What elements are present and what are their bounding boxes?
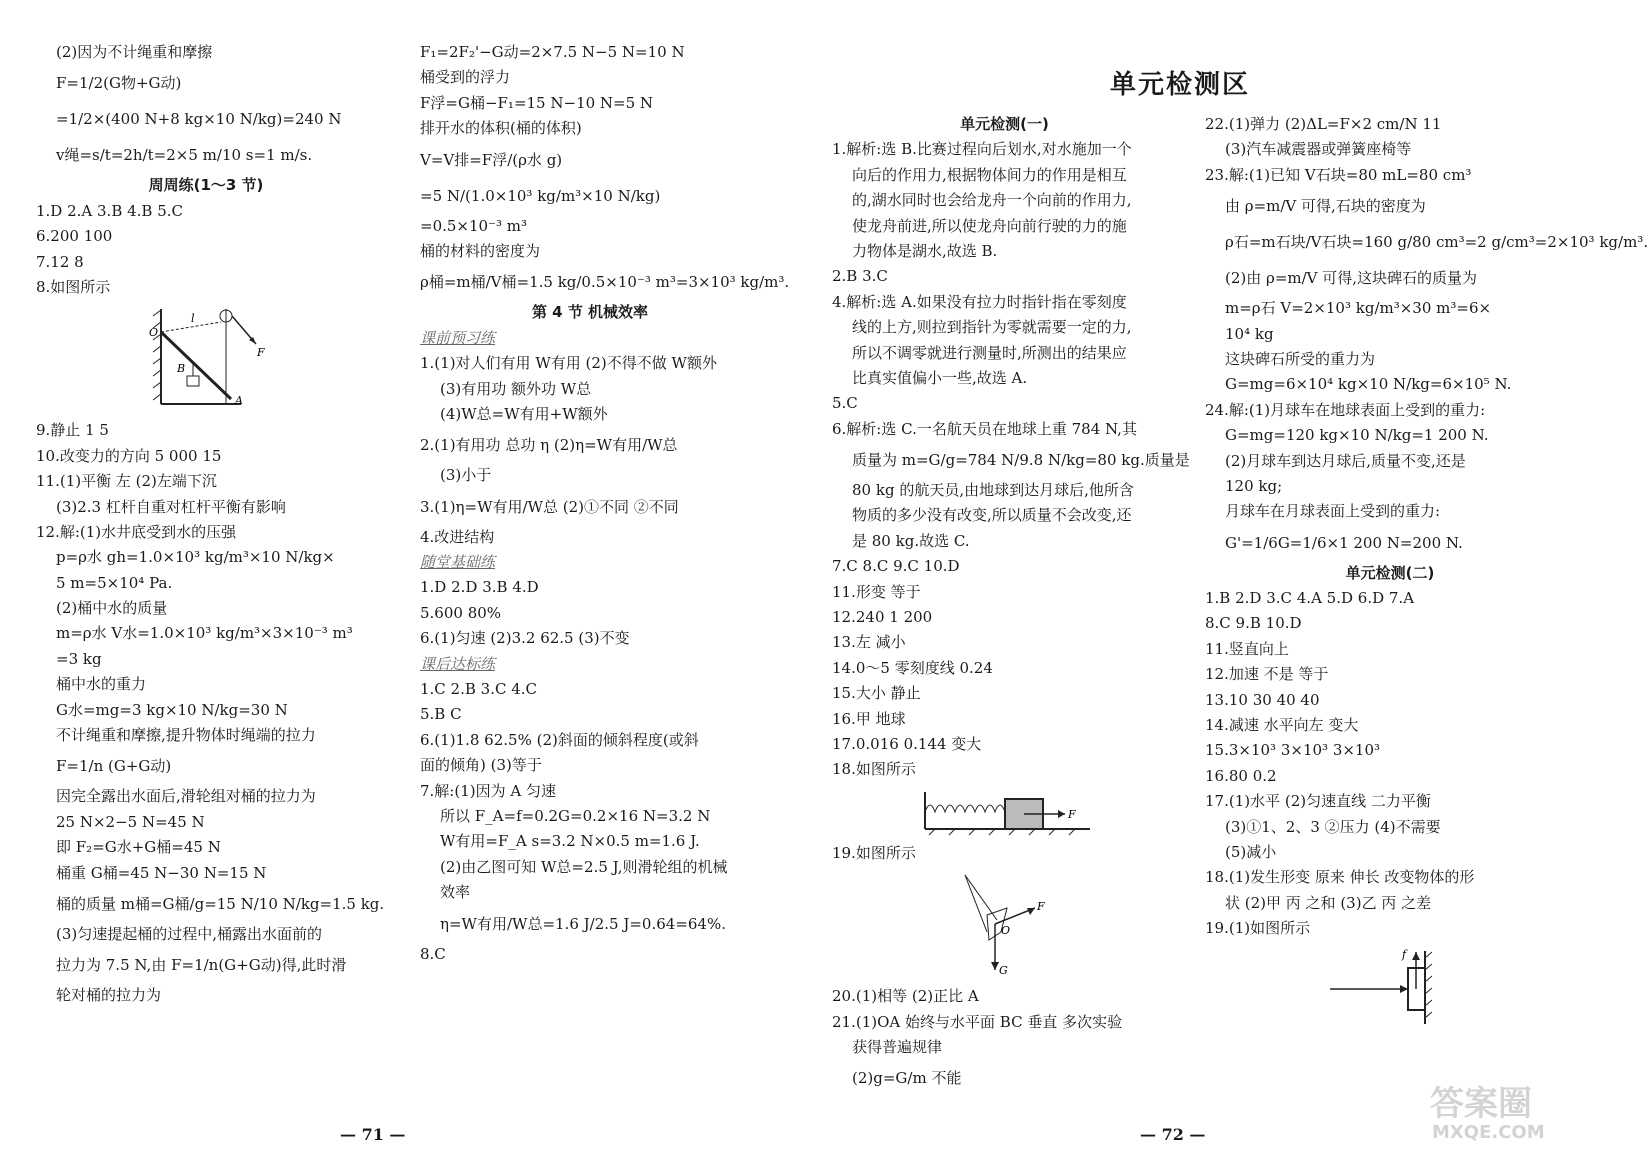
wall-block-figure bbox=[1320, 946, 1460, 1026]
text-line: 桶的材料的密度为 bbox=[420, 241, 541, 260]
text-line: F₁=2F₂'−G动=2×7.5 N−5 N=10 N bbox=[420, 43, 685, 61]
text-line: W有用=F_A s=3.2 N×0.5 m=1.6 J. bbox=[440, 832, 700, 851]
lever-pulley-figure bbox=[131, 304, 281, 414]
spring-label-f: F bbox=[1067, 807, 1076, 821]
text-line: 物质的多少没有改变,所以质量不会改变,还 bbox=[852, 506, 1132, 525]
text-line: 24.解:(1)月球车在地球表面上受到的重力: bbox=[1205, 400, 1486, 419]
text-line: 所以不调零就进行测量时,所测出的结果应 bbox=[852, 343, 1127, 362]
column-4 bbox=[1205, 112, 1648, 1030]
text-line: (2)因为不计绳重和摩擦 bbox=[56, 43, 213, 61]
text-line: 5.B C bbox=[420, 705, 462, 724]
text-line: 获得普遍规律 bbox=[852, 1037, 943, 1056]
text-line: 桶的质量 m桶=G桶/g=15 N/10 N/kg=1.5 kg. bbox=[56, 894, 385, 913]
text-line: 1.B 2.D 3.C 4.A 5.D 6.D 7.A bbox=[1205, 589, 1415, 608]
text-line: =5 N/(1.0×10³ kg/m³×10 N/kg) bbox=[420, 186, 661, 205]
subsection-tag: 课前预习练 bbox=[420, 328, 496, 347]
text-line: 19.(1)如图所示 bbox=[1205, 919, 1311, 938]
text-line: 1.(1)对人们有用 W有用 (2)不得不做 W额外 bbox=[420, 354, 717, 373]
text-line: 月球车在月球表面上受到的重力: bbox=[1225, 502, 1441, 521]
lever-label-b: B bbox=[177, 362, 186, 376]
text-line: 8.如图所示 bbox=[36, 277, 111, 296]
text-line: 13.左 减小 bbox=[832, 633, 906, 652]
column-1 bbox=[36, 40, 385, 1009]
text-line: 16.甲 地球 bbox=[832, 709, 906, 728]
text-line: 拉力为 7.5 N,由 F=1/n(G+G动)得,此时滑 bbox=[56, 956, 347, 975]
kite-label-o: O bbox=[1000, 924, 1010, 938]
text-line: 10.改变力的方向 5 000 15 bbox=[36, 446, 222, 465]
text-line: 由 ρ=m/V 可得,石块的密度为 bbox=[1225, 197, 1426, 216]
text-line: (2)由 ρ=m/V 可得,这块碑石的质量为 bbox=[1225, 269, 1478, 288]
text-line: 面的倾角) (3)等于 bbox=[420, 756, 542, 775]
text-line: 10⁴ kg bbox=[1225, 324, 1274, 343]
text-line: 20.(1)相等 (2)正比 A bbox=[832, 987, 979, 1006]
subsection-tag: 课后达标练 bbox=[420, 654, 496, 673]
text-line: η=W有用/W总=1.6 J/2.5 J=0.64=64%. bbox=[440, 914, 726, 933]
column-2 bbox=[420, 40, 790, 967]
text-line: 线的上方,则拉到指针为零就需要一定的力, bbox=[852, 318, 1132, 337]
text-line: 21.(1)OA 始终与水平面 BC 垂直 多次实验 bbox=[832, 1012, 1123, 1031]
text-line: 14.减速 水平向左 变大 bbox=[1205, 716, 1359, 735]
text-line: 16.80 0.2 bbox=[1205, 766, 1277, 785]
text-line: 120 kg; bbox=[1225, 476, 1283, 495]
text-line: 11.形变 等于 bbox=[832, 582, 921, 601]
text-line: F浮=G桶−F₁=15 N−10 N=5 N bbox=[420, 93, 654, 112]
text-line: 6.(1)匀速 (2)3.2 62.5 (3)不变 bbox=[420, 629, 630, 648]
text-line: 2.(1)有用功 总功 η (2)η=W有用/W总 bbox=[420, 436, 678, 455]
text-line: 18.如图所示 bbox=[832, 760, 916, 779]
lever-label-o: O bbox=[149, 326, 159, 340]
text-line: 力物体是湖水,故选 B. bbox=[852, 241, 998, 260]
text-line: 使龙舟前进,所以使龙舟向前行驶的力的施 bbox=[852, 216, 1127, 235]
text-line: 桶重 G桶=45 N−30 N=15 N bbox=[56, 863, 267, 882]
text-line: 7.C 8.C 9.C 10.D bbox=[832, 557, 960, 576]
text-line: F=1/2(G物+G动) bbox=[56, 74, 182, 93]
text-line: 6.200 100 bbox=[36, 227, 113, 246]
text-line: 15.大小 静止 bbox=[832, 684, 921, 703]
subsection-tag: 随堂基础练 bbox=[420, 553, 496, 572]
text-line: (3)汽车减震器或弹簧座椅等 bbox=[1225, 140, 1412, 159]
section-heading: 单元检测(二) bbox=[1345, 563, 1435, 582]
text-line: 所以 F_A=f=0.2G=0.2×16 N=3.2 N bbox=[440, 806, 711, 825]
lever-label-a: A bbox=[235, 394, 243, 408]
text-line: 比真实值偏小一些,故选 A. bbox=[852, 368, 1028, 387]
text-line: F=1/n (G+G动) bbox=[56, 757, 172, 776]
section-heading: 周周练(1～3 节) bbox=[148, 176, 264, 195]
text-line: 5.C bbox=[832, 394, 858, 413]
column-3 bbox=[832, 112, 1190, 1096]
text-line: 的,湖水同时也会给龙舟一个向前的作用力, bbox=[852, 191, 1132, 210]
wall-label-f: f bbox=[1402, 947, 1407, 961]
page-number: — 72 — bbox=[1140, 1125, 1206, 1144]
text-line: 桶受到的浮力 bbox=[420, 68, 511, 87]
text-line: 22.(1)弹力 (2)ΔL=F×2 cm/N 11 bbox=[1205, 115, 1442, 133]
text-line: 这块碑石所受的重力为 bbox=[1225, 349, 1376, 368]
text-line: ρ桶=m桶/V桶=1.5 kg/0.5×10⁻³ m³=3×10³ kg/m³. bbox=[420, 273, 790, 292]
text-line: 不计绳重和摩擦,提升物体时绳端的拉力 bbox=[56, 726, 316, 745]
text-line: (2)桶中水的质量 bbox=[56, 599, 168, 618]
text-line: 4.改进结构 bbox=[420, 527, 495, 546]
text-line: 1.D 2.D 3.B 4.D bbox=[420, 578, 539, 597]
text-line: 因完全露出水面后,滑轮组对桶的拉力为 bbox=[56, 787, 316, 806]
text-line: 11.(1)平衡 左 (2)左端下沉 bbox=[36, 472, 217, 491]
text-line: v绳=s/t=2h/t=2×5 m/10 s=1 m/s. bbox=[56, 146, 313, 165]
text-line: V=V排=F浮/(ρ水 g) bbox=[420, 150, 563, 169]
text-line: (3)小于 bbox=[440, 466, 492, 485]
text-line: 7.解:(1)因为 A 匀速 bbox=[420, 781, 556, 800]
text-line: 25 N×2−5 N=45 N bbox=[56, 812, 205, 831]
text-line: (2)月球车到达月球后,质量不变,还是 bbox=[1225, 451, 1466, 470]
text-line: 17.0.016 0.144 变大 bbox=[832, 734, 982, 753]
watermark-text: 答案圈 bbox=[1430, 1084, 1532, 1124]
page-title: 单元检测区 bbox=[1110, 70, 1251, 100]
text-line: 12.解:(1)水井底受到水的压强 bbox=[36, 522, 237, 541]
text-line: (5)减小 bbox=[1225, 842, 1277, 861]
text-line: 即 F₂=G水+G桶=45 N bbox=[56, 838, 221, 857]
kite-label-g: G bbox=[998, 964, 1008, 978]
section-heading: 单元检测(一) bbox=[960, 115, 1049, 133]
text-line: 向后的作用力,根据物体间力的作用是相互 bbox=[852, 165, 1127, 184]
text-line: m=ρ水 V水=1.0×10³ kg/m³×3×10⁻³ m³ bbox=[56, 624, 353, 643]
lever-label-f: F bbox=[257, 346, 265, 360]
text-line: G'=1/6G=1/6×1 200 N=200 N. bbox=[1225, 533, 1463, 552]
text-line: G水=mg=3 kg×10 N/kg=30 N bbox=[56, 700, 288, 719]
text-line: 23.解:(1)已知 V石块=80 mL=80 cm³ bbox=[1205, 165, 1472, 184]
text-line: 4.解析:选 A.如果没有拉力时指针指在零刻度 bbox=[832, 292, 1127, 311]
text-line: 6.解析:选 C.一名航天员在地球上重 784 N,其 bbox=[832, 419, 1137, 438]
text-line: 轮对桶的拉力为 bbox=[56, 986, 162, 1005]
text-line: 11.竖直向上 bbox=[1205, 639, 1289, 658]
kite-label-f: F bbox=[1036, 900, 1045, 914]
text-line: 状 (2)甲 丙 之和 (3)乙 丙 之差 bbox=[1225, 893, 1432, 912]
text-line: 15.3×10³ 3×10³ 3×10³ bbox=[1205, 741, 1381, 760]
text-line: 6.(1)1.8 62.5% (2)斜面的倾斜程度(或斜 bbox=[420, 730, 699, 749]
text-line: 1.解析:选 B.比赛过程向后划水,对水施加一个 bbox=[832, 140, 1132, 159]
kite-force-figure bbox=[945, 870, 1065, 980]
text-line: G=mg=6×10⁴ kg×10 N/kg=6×10⁵ N. bbox=[1225, 375, 1512, 394]
text-line: 80 kg 的航天员,由地球到达月球后,他所含 bbox=[852, 481, 1134, 500]
text-line: 质量为 m=G/g=784 N/9.8 N/kg=80 kg.质量是 bbox=[852, 451, 1190, 470]
text-line: 2.B 3.C bbox=[832, 267, 888, 286]
text-line: 5 m=5×10⁴ Pa. bbox=[56, 573, 173, 592]
text-line: 14.0～5 零刻度线 0.24 bbox=[832, 658, 993, 677]
text-line: 7.12 8 bbox=[36, 252, 84, 271]
text-line: =0.5×10⁻³ m³ bbox=[420, 216, 528, 235]
text-line: 是 80 kg.故选 C. bbox=[852, 531, 970, 550]
text-line: m=ρ石 V=2×10³ kg/m³×30 m³=6× bbox=[1225, 299, 1492, 318]
text-line: 8.C 9.B 10.D bbox=[1205, 614, 1302, 633]
page-number: — 71 — bbox=[340, 1125, 406, 1144]
text-line: 3.(1)η=W有用/W总 (2)①不同 ②不同 bbox=[420, 497, 679, 516]
text-line: (2)由乙图可知 W总=2.5 J,则滑轮组的机械 bbox=[440, 857, 728, 876]
text-line: 19.如图所示 bbox=[832, 843, 916, 862]
spring-block-figure bbox=[915, 787, 1095, 837]
text-line: 桶中水的重力 bbox=[56, 675, 147, 694]
section-heading: 第 4 节 机械效率 bbox=[531, 303, 649, 322]
text-line: 18.(1)发生形变 原来 伸长 改变物体的形 bbox=[1205, 868, 1475, 887]
text-line: 12.240 1 200 bbox=[832, 608, 933, 627]
lever-label-l: l bbox=[191, 312, 195, 326]
text-line: 13.10 30 40 40 bbox=[1205, 690, 1320, 709]
right-page bbox=[800, 0, 1648, 1166]
text-line: 12.加速 不是 等于 bbox=[1205, 665, 1329, 684]
text-line: ρ石=m石块/V石块=160 g/80 cm³=2 g/cm³=2×10³ kg/m³. bbox=[1225, 233, 1648, 252]
watermark-url: MXQE.COM bbox=[1432, 1122, 1545, 1143]
text-line: (3)2.3 杠杆自重对杠杆平衡有影响 bbox=[56, 497, 286, 516]
text-line: =3 kg bbox=[56, 649, 102, 668]
text-line: 9.静止 1 5 bbox=[36, 421, 109, 440]
text-line: G=mg=120 kg×10 N/kg=1 200 N. bbox=[1225, 426, 1489, 445]
text-line: (3)①1、2、3 ②压力 (4)不需要 bbox=[1225, 817, 1441, 836]
text-line: 1.C 2.B 3.C 4.C bbox=[420, 680, 538, 699]
text-line: (3)匀速提起桶的过程中,桶露出水面前的 bbox=[56, 924, 323, 943]
text-line: (3)有用功 额外功 W总 bbox=[440, 379, 592, 398]
text-line: 8.C bbox=[420, 944, 446, 963]
text-line: 效率 bbox=[440, 883, 471, 902]
text-line: =1/2×(400 N+8 kg×10 N/kg)=240 N bbox=[56, 110, 342, 129]
left-page bbox=[0, 0, 800, 1166]
watermark-logo bbox=[1410, 1074, 1570, 1154]
text-line: 17.(1)水平 (2)匀速直线 二力平衡 bbox=[1205, 792, 1431, 811]
text-line: (2)g=G/m 不能 bbox=[852, 1069, 962, 1088]
text-line: 1.D 2.A 3.B 4.B 5.C bbox=[36, 201, 184, 220]
text-line: 排开水的体积(桶的体积) bbox=[420, 119, 582, 138]
text-line: 5.600 80% bbox=[420, 603, 502, 622]
text-line: p=ρ水 gh=1.0×10³ kg/m³×10 N/kg× bbox=[56, 548, 335, 567]
text-line: (4)W总=W有用+W额外 bbox=[440, 404, 608, 423]
